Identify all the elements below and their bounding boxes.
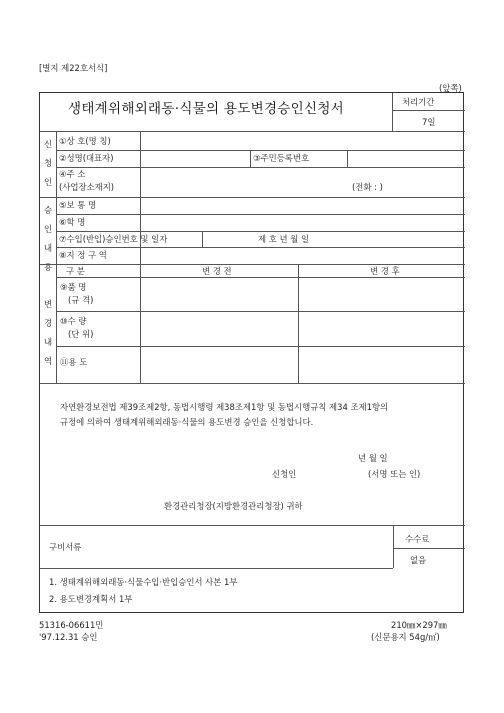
resident-number-label: ③주민등록번호 <box>253 153 310 163</box>
form-code: 51316-06611민 <box>39 620 104 630</box>
quantity-unit-label: (단 위) <box>68 329 94 339</box>
signature-label: (서명 또는 인) <box>368 469 421 479</box>
page-side-label: (앞쪽) <box>439 83 462 93</box>
designated-region-label: ⑧지 정 구 역 <box>59 250 107 260</box>
application-date: 년 월 일 <box>358 453 388 463</box>
processing-period-value: 7일 <box>422 117 436 127</box>
classification-header: 구 분 <box>66 266 85 276</box>
after-change-header: 변 경 후 <box>370 266 400 276</box>
applicant-label: 신청인 <box>272 469 297 479</box>
required-document-2: 2. 용도변경계획서 1부 <box>49 594 133 604</box>
recipient-label: 환경관리청장(지방환경관리청장) 귀하 <box>164 501 303 511</box>
phone-label: (전화 : ) <box>352 182 383 192</box>
form-title: 생태계위해외래동·식물의 용도변경승인신청서 <box>68 101 345 117</box>
application-form <box>39 92 464 613</box>
scientific-name-label: ⑥학 명 <box>59 217 86 227</box>
form-number: [별지 제22호서식] <box>39 63 108 73</box>
address-sub-label: (사업장소재지) <box>59 182 115 192</box>
common-name-label: ⑤보 통 명 <box>59 200 97 210</box>
address-label: ④주 소 <box>59 169 86 179</box>
business-name-label: ①상 호(명 칭) <box>59 136 111 146</box>
item-spec-label: (규 격) <box>68 295 94 305</box>
fee-value: 없음 <box>410 555 427 565</box>
required-documents-label: 구비서류 <box>49 542 82 552</box>
import-approval-date: 제 호 년 월 일 <box>258 234 310 244</box>
processing-period-label: 처리기간 <box>402 97 435 107</box>
paper-type: (신문용지 54g/㎡) <box>371 632 440 642</box>
applicant-section-label: 신 청 인 <box>43 139 53 187</box>
import-approval-label: ⑦수입(반입)승인번호 및 일자 <box>59 234 168 244</box>
item-name-label: ⑨품 명 <box>60 282 87 292</box>
paper-size: 210㎜×297㎜ <box>391 620 447 630</box>
fee-label: 수수료 <box>405 534 430 544</box>
use-label: ⑪용 도 <box>60 357 88 367</box>
statement-line-2: 규정에 의하여 생태계위해외래동·식물의 용도변경 승인을 신청합니다. <box>60 417 314 427</box>
approval-date-footer: '97.12.31 승인 <box>39 632 98 642</box>
before-change-header: 변 경 전 <box>202 266 232 276</box>
approval-section-label: 승 인 내 용 <box>43 205 53 272</box>
required-document-1: 1. 생태계위해외래동·식물수입·반입승인서 사본 1부 <box>49 577 238 587</box>
change-section-label: 변 경 내 역 <box>43 299 53 366</box>
representative-name-label: ②성명(대표자) <box>59 153 114 163</box>
quantity-label: ⑩수 량 <box>60 316 87 326</box>
statement-line-1: 자연환경보전법 제39조제2항, 동법시행령 제38조제1항 및 동법시행규칙 제34 조제1항의 <box>60 402 389 412</box>
